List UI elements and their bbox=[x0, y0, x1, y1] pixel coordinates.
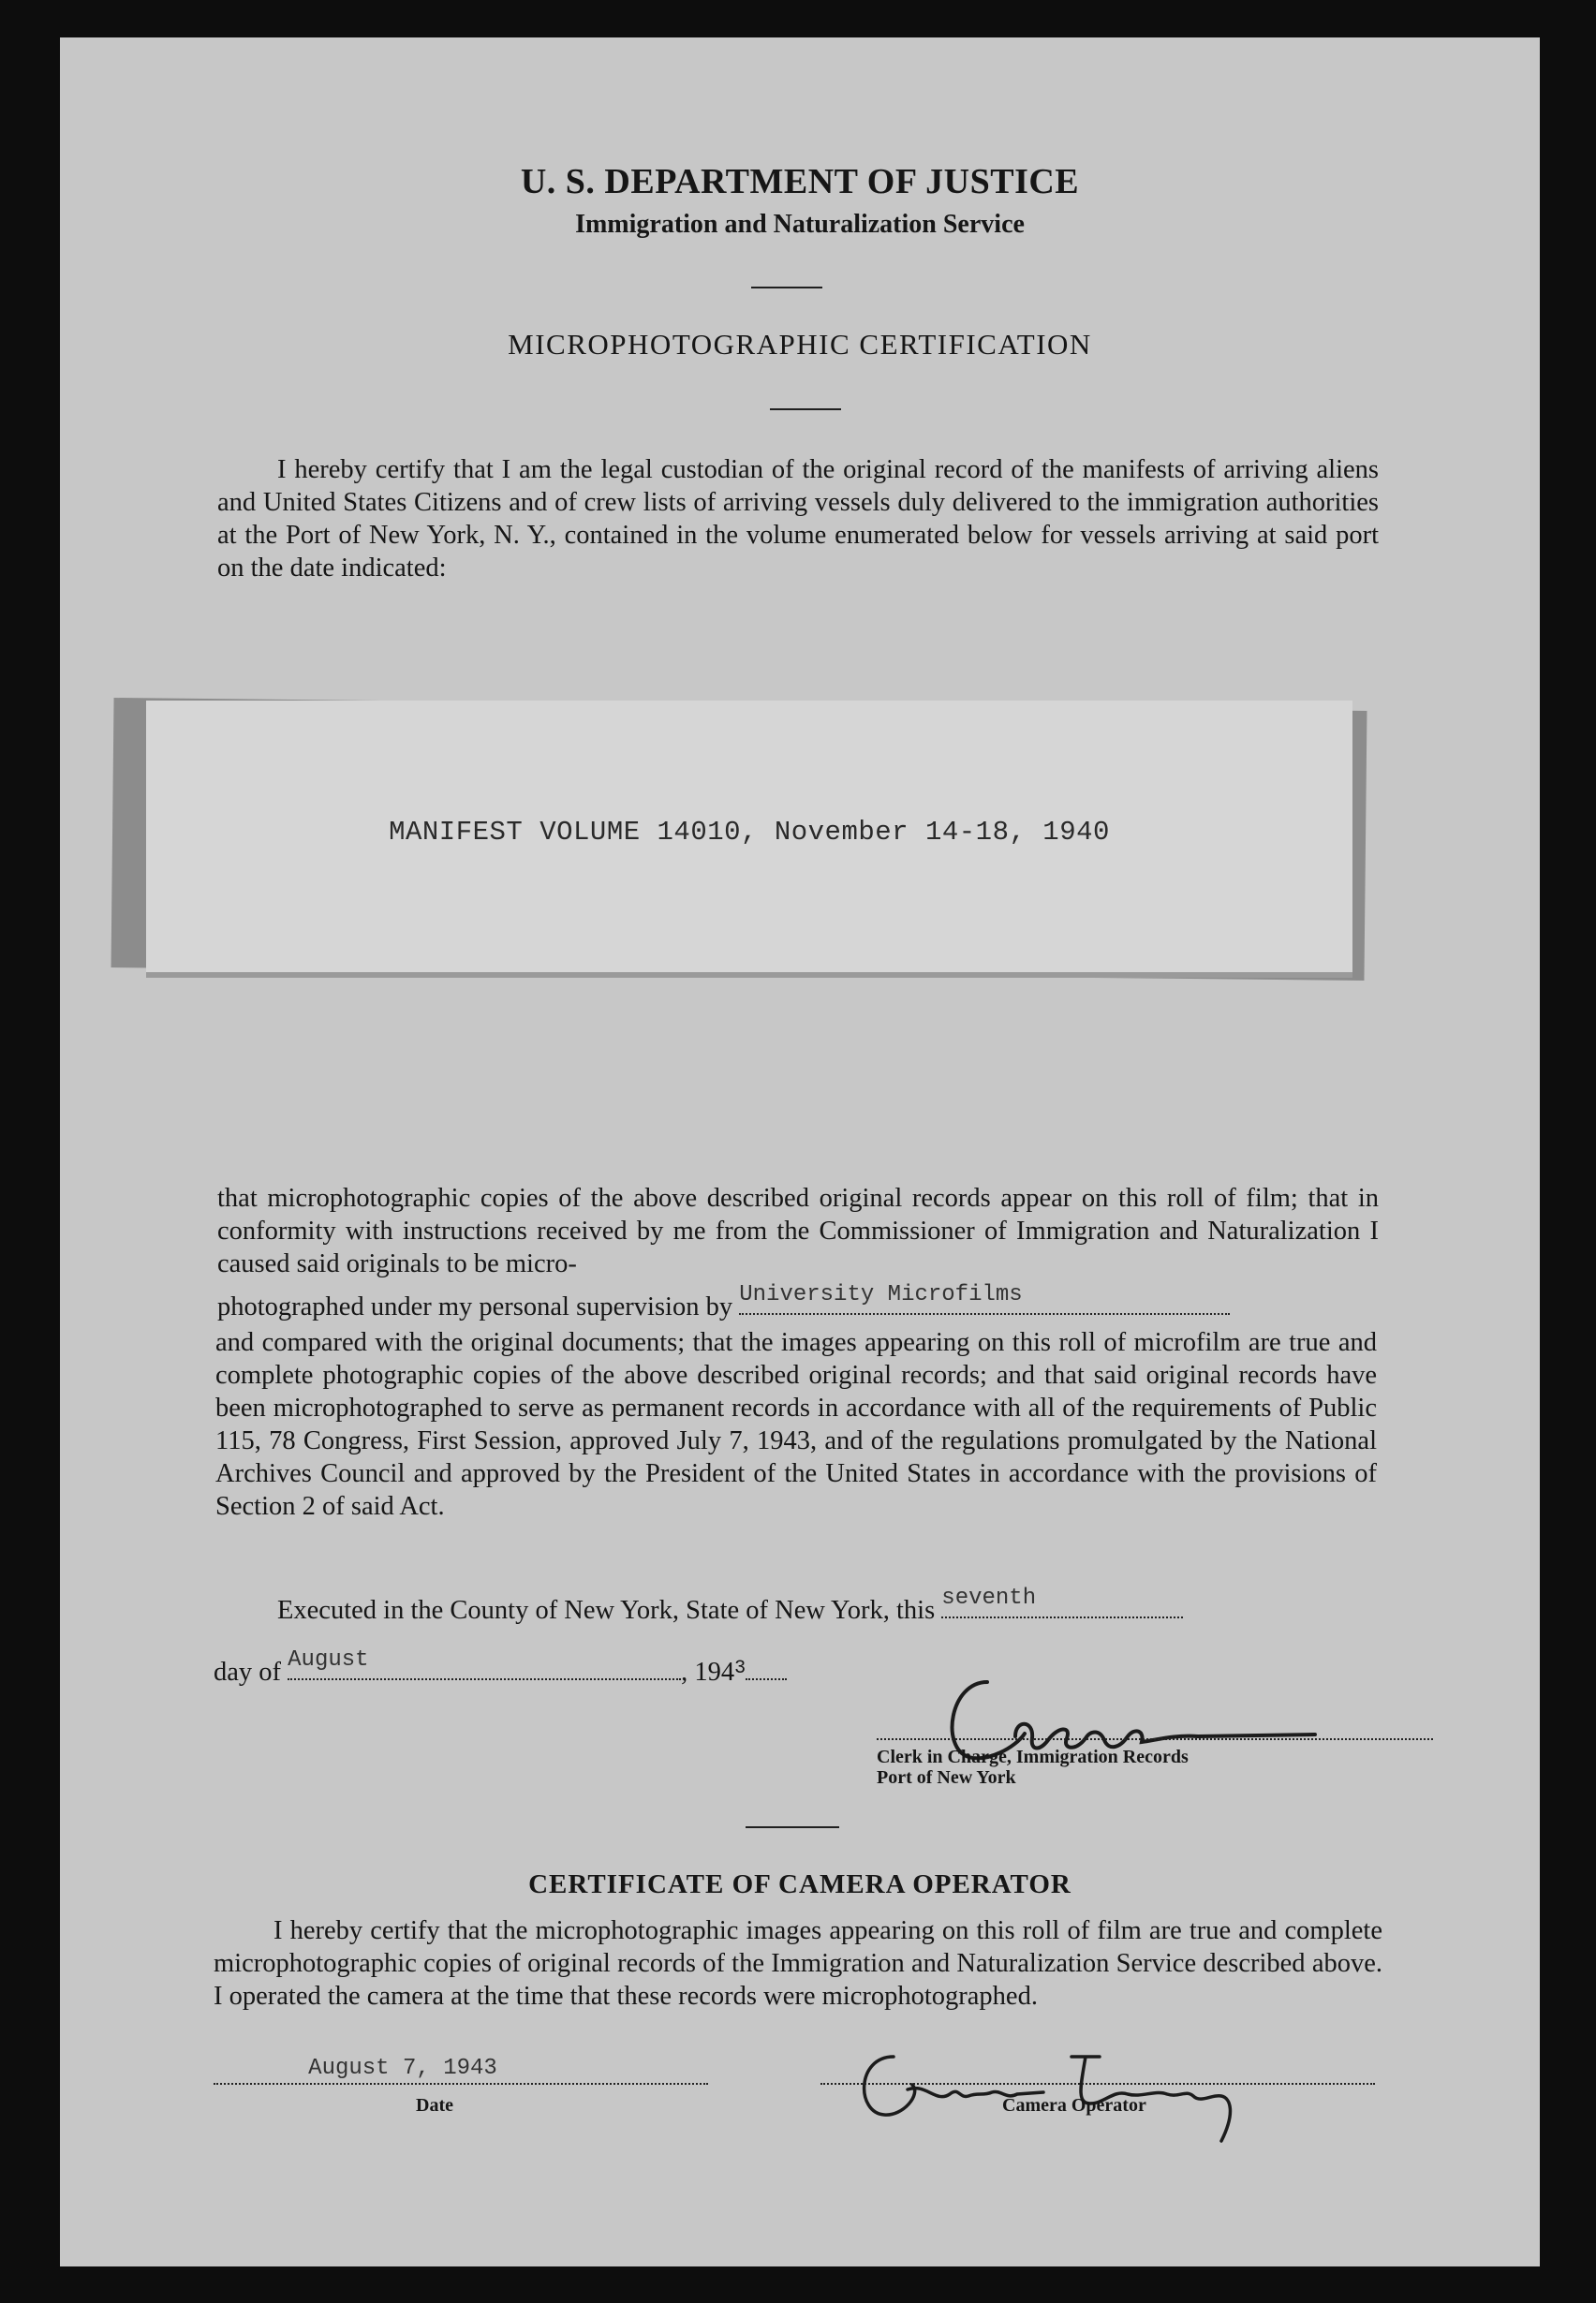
certification-heading: MICROPHOTOGRAPHIC CERTIFICATION bbox=[508, 328, 1092, 361]
intro-paragraph: I hereby certify that I am the legal custodian of the original record of the manifests of arriving aliens and United States Citizens and of crew lists of arriving vessels duly delivered to the immigration authorities at the Port of New York, N. Y., contained in the volume enumerated below for vessels arriving at said port on the date indicated: bbox=[217, 455, 1379, 583]
divider-rule bbox=[751, 287, 822, 288]
clerk-title-line1: Clerk in Charge, Immigration Records bbox=[877, 1747, 1189, 1767]
department-title: U. S. DEPARTMENT OF JUSTICE bbox=[520, 162, 1080, 201]
day-field bbox=[941, 1586, 1183, 1618]
date-label: Date bbox=[416, 2095, 453, 2116]
year-prefix: , 194 bbox=[681, 1658, 735, 1687]
executed-line bbox=[277, 1586, 1382, 1627]
photographed-by-field bbox=[739, 1282, 1230, 1315]
volume-slip-text: MANIFEST VOLUME 14010, November 14-18, 1940 bbox=[389, 817, 1110, 848]
body-paragraph-rest: and compared with the original documents; that the images appearing on this roll of microfilm are true and complete photographic copies of the above described original records; and that said original records have been microphotographed to serve as permanent records in accordance with all of the requirements of Public 115, 78 Congress, First Session, approved July 7, 1943, and of the regulations promulgated by the National Archives Council and approved by the President of the United States in accordance with the provisions of Section 2 of said Act. bbox=[215, 1328, 1377, 1521]
photographed-by-line bbox=[217, 1282, 1379, 1323]
year-digit: 3 bbox=[734, 1658, 746, 1679]
clerk-title-line2: Port of New York bbox=[877, 1767, 1016, 1788]
operator-signature-line bbox=[820, 2083, 1375, 2085]
photographed-by-label: photographed under my personal supervision by bbox=[217, 1292, 733, 1321]
day-value: seventh bbox=[941, 1586, 1037, 1611]
day-of-label: day of bbox=[214, 1658, 282, 1687]
executed-text: Executed in the County of New York, State of New York, this bbox=[277, 1596, 936, 1625]
month-value: August bbox=[288, 1647, 369, 1673]
volume-slip bbox=[146, 701, 1352, 972]
camera-operator-label: Camera Operator bbox=[1002, 2095, 1146, 2116]
divider-rule bbox=[746, 1826, 839, 1828]
camera-certificate-heading: CERTIFICATE OF CAMERA OPERATOR bbox=[528, 1869, 1071, 1899]
camera-paragraph: I hereby certify that the microphotographic images appearing on this roll of film are true and complete microphotographic copies of original records of the Immigration and Naturalization Service described above. I operated the camera at the time that these records were microphotographed. bbox=[214, 1916, 1382, 2011]
photographed-by-value: University Microfilms bbox=[739, 1282, 1023, 1307]
month-field bbox=[288, 1647, 681, 1680]
year-field-dots bbox=[746, 1656, 787, 1680]
date-field bbox=[214, 2056, 708, 2085]
camera-date-value: August 7, 1943 bbox=[308, 2056, 497, 2081]
day-of-line bbox=[214, 1647, 963, 1689]
clerk-signature-line bbox=[877, 1736, 1433, 1740]
divider-rule bbox=[770, 408, 841, 410]
service-subtitle: Immigration and Naturalization Service bbox=[575, 210, 1025, 239]
certificate-sheet bbox=[60, 37, 1540, 2266]
body-paragraph-start: that microphotographic copies of the above described original records appear on this roll of film; that in conformity with instructions received by me from the Commissioner of Immigration and Naturalization I caused said originals to be micro- bbox=[217, 1184, 1379, 1278]
